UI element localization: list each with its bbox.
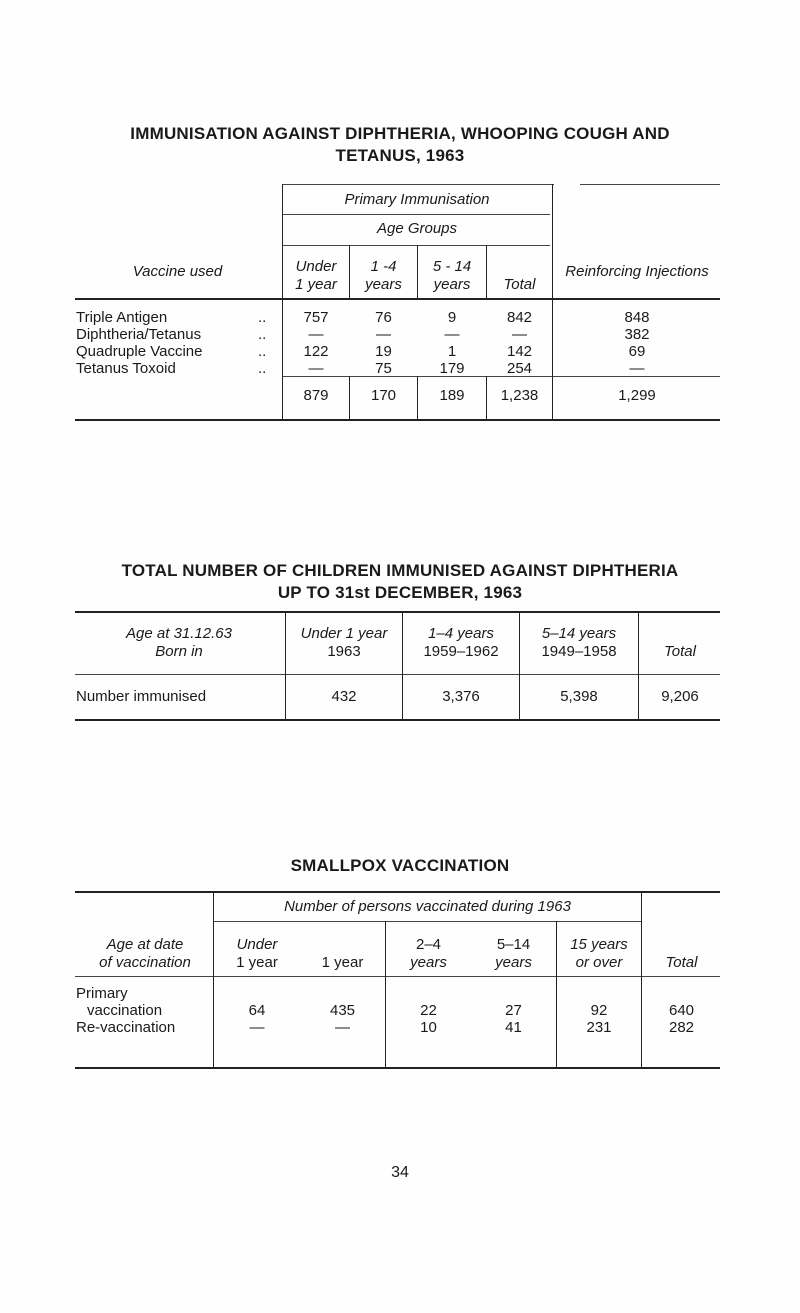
- table3-cell: 64: [248, 1002, 266, 1019]
- table1-top-rule-reinforcing: [580, 184, 720, 185]
- cell-reinforcing: 69: [628, 343, 646, 360]
- table2-header-5-14: [521, 625, 637, 661]
- cell-5-14: 179: [439, 360, 465, 377]
- table1-vline-3a: [417, 245, 418, 298]
- table1-vline-4a: [486, 245, 487, 298]
- table1-subheader-5-14-l2: years: [433, 276, 471, 293]
- table3-cell: 435: [329, 1002, 356, 1019]
- table2-value-under-1: 432: [331, 688, 357, 705]
- table2-vline-4: [638, 611, 639, 719]
- table3-header-2-4-l1: 2–4: [415, 936, 442, 953]
- row-leader-dots: ..: [258, 343, 267, 360]
- table3-header-age-l2: of vaccination: [99, 954, 191, 971]
- cell-total: —: [512, 326, 527, 343]
- table3-header-15-over-l1: 15 years: [570, 936, 628, 953]
- row-leader-dots: ..: [258, 360, 267, 377]
- table1-subheader-under-1: [284, 258, 348, 294]
- table3-header-total: Total: [665, 954, 698, 971]
- table3-header-5-14-l2: years: [495, 954, 532, 971]
- table2-header-under-1-l2: 1963: [327, 643, 361, 660]
- cell-1-4: —: [376, 326, 391, 343]
- table3-header-2-4-l2: years: [410, 954, 447, 971]
- table1-col-vaccine: Vaccine used: [132, 263, 223, 280]
- table2-header-under-1: [287, 625, 401, 661]
- table1-subheader-1-4: [351, 258, 416, 294]
- table3-vline-1: [213, 891, 214, 1067]
- table3-row-label-l2: vaccination: [87, 1002, 163, 1019]
- table3-header-5-14: [472, 936, 555, 972]
- table3-header-15-over: [558, 936, 640, 972]
- table3-vline-5: [556, 921, 557, 1067]
- table3-top-rule: [75, 891, 720, 893]
- table2-header-5-14-l1: 5–14 years: [541, 625, 617, 642]
- table2-header-age-l2: Born in: [155, 643, 203, 660]
- cell-5-14: 1: [447, 343, 457, 360]
- total-total: 1,238: [500, 387, 539, 404]
- table3-header-under-1: [215, 936, 299, 972]
- table3-row-label: Re-vaccination: [76, 1019, 176, 1036]
- table3-vline-6: [641, 891, 642, 1067]
- table3-header-age-l1: Age at date: [106, 936, 184, 953]
- table1-vline-3b: [417, 376, 418, 419]
- table2-value-1-4: 3,376: [442, 688, 480, 705]
- table1-subheader-under-1-l2: 1 year: [295, 276, 337, 293]
- table3-cell: 640: [668, 1002, 695, 1019]
- table2-header-5-14-l2: 1949–1958: [541, 643, 617, 660]
- table1-vline-1: [282, 184, 283, 419]
- table1-subheader-rule: [282, 245, 550, 246]
- table2-top-rule: [75, 611, 720, 613]
- table1-title-line1: IMMUNISATION AGAINST DIPHTHERIA, WHOOPING COUGH AND: [130, 124, 670, 143]
- cell-total: 142: [506, 343, 533, 360]
- cell-under-1: —: [308, 360, 324, 377]
- cell-under-1: 122: [303, 343, 329, 360]
- table1-header-bottom-rule: [75, 298, 720, 300]
- table3-header-2-4: [387, 936, 470, 972]
- row-label: Quadruple Vaccine: [76, 343, 203, 360]
- table1-primary-header: Primary Immunisation: [344, 191, 490, 208]
- cell-under-1: 757: [303, 309, 329, 326]
- table2-header-age: [75, 625, 283, 661]
- page-number: 34: [391, 1164, 409, 1181]
- table1-subheader-5-14: [419, 258, 485, 294]
- table3-cell: 27: [505, 1002, 522, 1019]
- table1-title-line2: TETANUS, 1963: [335, 146, 465, 165]
- cell-total: 254: [506, 360, 533, 377]
- table2-header-1-4: [404, 625, 518, 661]
- table3-row-label: Primary: [76, 985, 128, 1002]
- table3-header-under-1-l2: 1 year: [236, 954, 278, 971]
- table2-vline-2: [402, 611, 403, 719]
- table3-header-15-over-l2: or over: [575, 954, 623, 971]
- total-under-1: 879: [303, 387, 329, 404]
- table1-vline-5: [552, 184, 553, 419]
- cell-1-4: 19: [375, 343, 392, 360]
- table2-title: [0, 560, 800, 604]
- table3-span-rule: [213, 921, 641, 922]
- table2-header-1-4-l1: 1–4 years: [428, 625, 494, 642]
- table2-vline-1: [285, 611, 286, 719]
- table2-row-label: Number immunised: [76, 688, 207, 705]
- table3-header-under-1-l1: Under: [236, 936, 278, 953]
- row-label: Triple Antigen: [76, 309, 168, 326]
- table3-cell: —: [335, 1019, 350, 1036]
- table3-bottom-rule: [75, 1067, 720, 1069]
- table2-value-total: 9,206: [661, 688, 699, 705]
- table3-cell: 10: [420, 1019, 437, 1036]
- table1-age-groups-rule: [282, 214, 550, 215]
- table3-cell: 282: [668, 1019, 695, 1036]
- table3-cell: 92: [590, 1002, 608, 1019]
- table3-title: SMALLPOX VACCINATION: [290, 856, 510, 875]
- table3-header-rule: [75, 976, 720, 977]
- table1-top-rule-primary: [282, 184, 554, 185]
- cell-reinforcing: —: [629, 360, 645, 377]
- table1-subheader-5-14-l1: 5 - 14: [432, 258, 472, 275]
- table1-reinforcing-header: Reinforcing Injections: [565, 263, 709, 280]
- cell-total: 842: [506, 309, 533, 326]
- table1-subheader-under-1-l1: Under: [295, 258, 337, 275]
- table3-header-age: [80, 936, 210, 972]
- table1-vline-4b: [486, 376, 487, 419]
- table2-header-1-4-l2: 1959–1962: [423, 643, 499, 660]
- table2-header-total: Total: [664, 643, 696, 660]
- table2-header-rule: [75, 674, 720, 675]
- row-label: Diphtheria/Tetanus: [76, 326, 202, 343]
- cell-reinforcing: 848: [624, 309, 650, 326]
- table1-title: [0, 123, 800, 167]
- table1-subheader-1-4-l2: years: [365, 276, 402, 293]
- table3-cell: 22: [420, 1002, 437, 1019]
- table1-bottom-rule: [75, 419, 720, 421]
- cell-reinforcing: 382: [624, 326, 650, 343]
- table3-header-1-year: 1 year: [321, 954, 364, 971]
- row-label: Tetanus Toxoid: [76, 360, 176, 377]
- table1-vline-2b: [349, 376, 350, 419]
- cell-1-4: 75: [375, 360, 392, 377]
- table2-title-line2: UP TO 31st DECEMBER, 1963: [277, 583, 523, 602]
- table3-header-5-14-l1: 5–14: [496, 936, 531, 953]
- table2-bottom-rule: [75, 719, 720, 721]
- table1-vline-2a: [349, 245, 350, 298]
- table2-vline-3: [519, 611, 520, 719]
- row-leader-dots: ..: [258, 326, 267, 343]
- table3-cell: —: [249, 1019, 265, 1036]
- table1-subheader-1-4-l1: 1 -4: [370, 258, 397, 275]
- table3-span-header: Number of persons vaccinated during 1963: [284, 898, 571, 915]
- table2-header-under-1-l1: Under 1 year: [300, 625, 388, 642]
- table3-cell: 41: [505, 1019, 522, 1036]
- cell-under-1: —: [308, 326, 324, 343]
- total-5-14: 189: [439, 387, 465, 404]
- cell-5-14: 9: [447, 309, 457, 326]
- row-leader-dots: ..: [258, 309, 267, 326]
- total-1-4: 170: [370, 387, 397, 404]
- table1-age-groups-header: Age Groups: [376, 220, 458, 237]
- cell-5-14: —: [444, 326, 460, 343]
- table3-vline-3: [385, 921, 386, 1067]
- table2-value-5-14: 5,398: [560, 688, 598, 705]
- table3-cell: 231: [586, 1019, 612, 1036]
- table2-title-line1: TOTAL NUMBER OF CHILDREN IMMUNISED AGAINST DIPHTHERIA: [121, 561, 679, 580]
- table1-subheader-total: Total: [503, 276, 536, 293]
- total-reinforcing: 1,299: [618, 387, 656, 404]
- table2-header-age-l1: Age at 31.12.63: [126, 625, 232, 642]
- cell-1-4: 76: [375, 309, 392, 326]
